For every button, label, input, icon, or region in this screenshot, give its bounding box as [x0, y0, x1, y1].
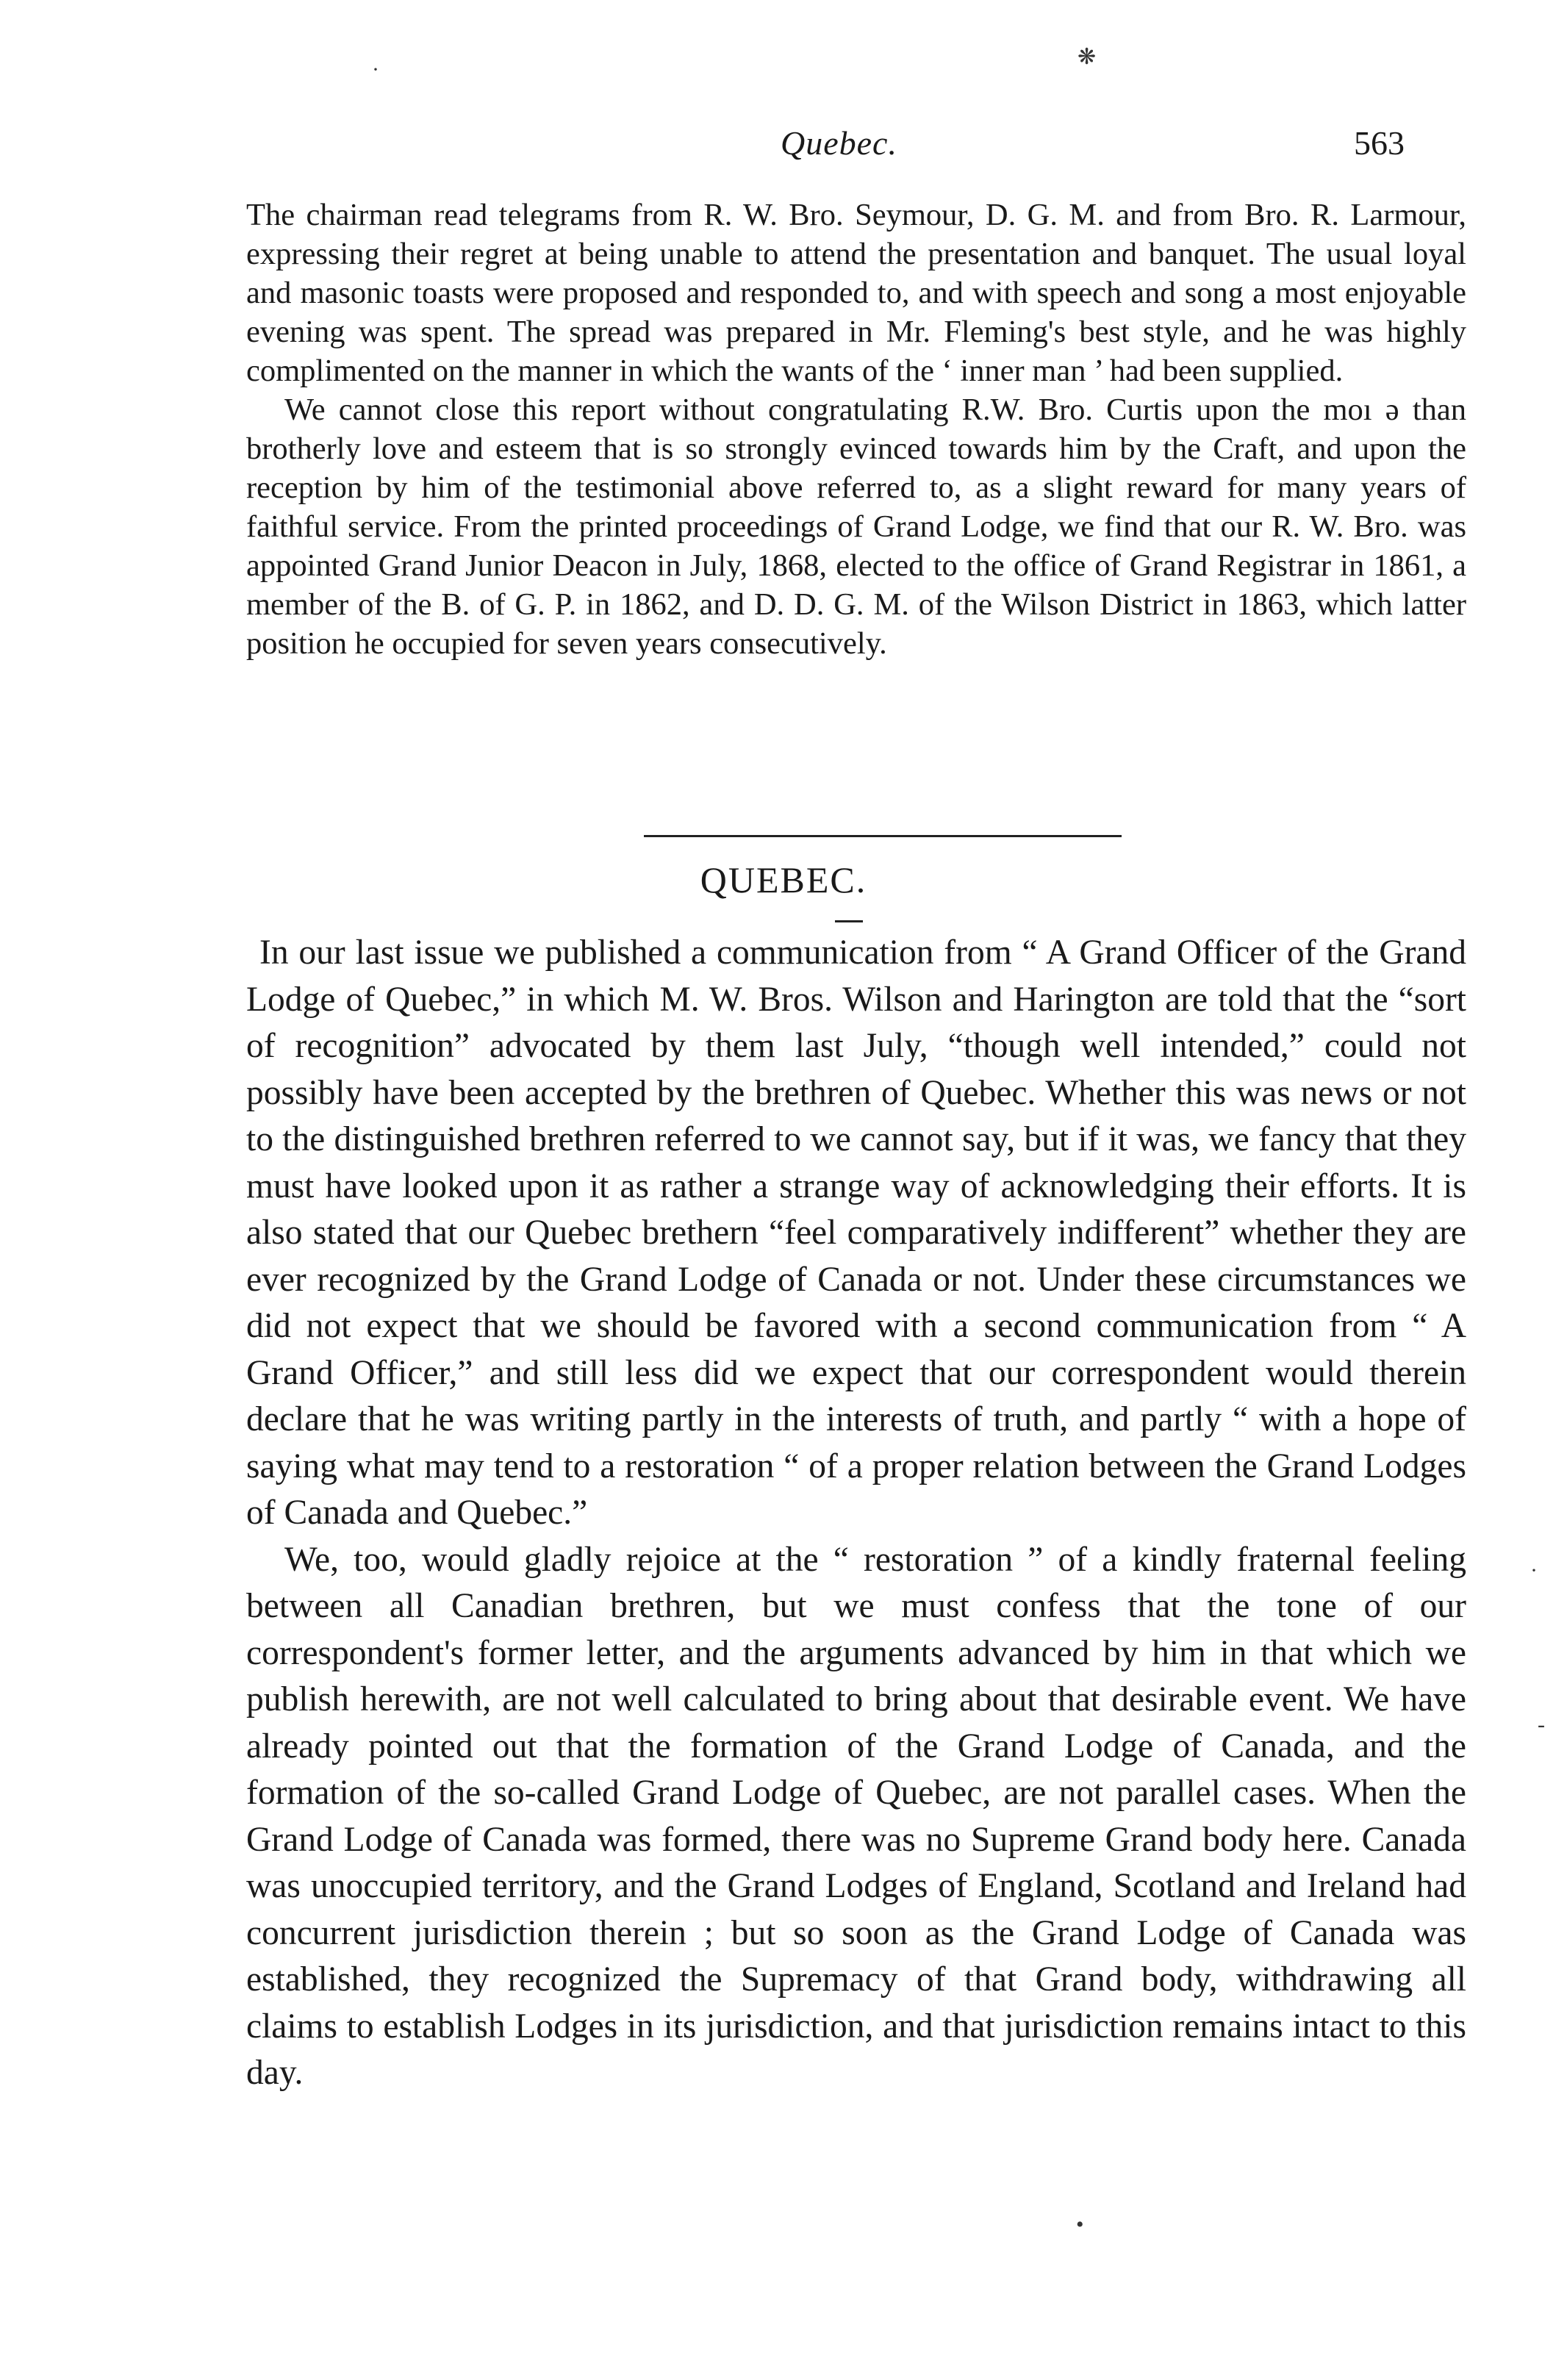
header-speck-mark: ·: [372, 57, 379, 82]
article-paragraph-1: In our last issue we published a communication from “ A Grand Officer of the Grand Lodge of Quebec,” in which M. W. Bros. Wilson and Harington are told that the “sort of recognition” advocated by them last July, “though well intended,” could not possibly have been accepted by the brethren of Quebec. Whether this was news or not to the distinguished brethren referred to we cannot say, but if it was, we fancy that they must have looked upon it as rather a strange way of acknowledging their efforts. It is also stated that our Quebec brethern “feel comparatively indifferent” whether they are ever recognized by the Grand Lodge of Canada or not. Under these circumstances we did not expect that we should be favored with a second communication from “ A Grand Officer,” and still less did we expect that our correspondent would therein declare that he was writing partly in the interests of truth, and partly “ with a hope of saying what may tend to a restoration “ of a proper relation between the Grand Lodges of Canada and Quebec.”: [246, 933, 1466, 1532]
report-paragraph-2: We cannot close this report without congratulating R.W. Bro. Curtis upon the moı ə than brotherly love and esteem that is so strongly evinced towards him by the Craft, and upon the reception by him of the testimonial above referred to, as a slight reward for many years of faithful service. From the printed proceedings of Grand Lodge, we find that our R. W. Bro. was appointed Grand Junior Deacon in July, 1868, elected to the office of Grand Registrar in 1861, a member of the B. of G. P. in 1862, and D. D. G. M. of the Wilson District in 1863, which latter position he occupied for seven years consecutively.: [246, 393, 1466, 661]
margin-speck-mark: ·: [1530, 1558, 1538, 1583]
section-heading: QUEBEC.: [700, 859, 867, 900]
printer-ornament-icon: ❋: [1077, 45, 1097, 69]
report-paragraph-1: The chairman read telegrams from R. W. Bro. Seymour, D. G. M. and from Bro. R. Larmour, expressing their regret at being unable to attend the presentation and banquet. The usual loyal and masonic toasts were proposed and responded to, and with speech and song a most enjoyable evening was spent. The spread was prepared in Mr. Fleming's best style, and he was highly complimented on the manner in which the wants of the ‘ inner man ’ had been supplied.: [246, 198, 1466, 388]
page-number: 563: [1354, 124, 1405, 162]
section-divider-rule: [644, 835, 1122, 837]
running-head: [0, 123, 1567, 175]
footer-speck-mark: •: [1076, 2212, 1084, 2237]
article-paragraph-2: We, too, would gladly rejoice at the “ restoration ” of a kindly fraternal feeling between all Canadian brethren, but we must confess that the tone of our correspondent's former letter, and the arguments advanced by him in that which we publish herewith, are not well calculated to bring about that desirable event. We have already pointed out that the formation of the Grand Lodge of Canada, and the formation of the so-called Grand Lodge of Quebec, are not parallel cases. When the Grand Lodge of Canada was formed, there was no Supreme Grand body here. Canada was unoccupied territory, and the Grand Lodges of England, Scotland and Ireland had concurrent jurisdiction therein ; but so soon as the Grand Lodge of Canada was established, they recognized the Supremacy of that Grand body, withdrawing all claims to establish Lodges in its jurisdiction, and that jurisdiction remains intact to this day.: [246, 1540, 1466, 2092]
running-head-title: Quebec.: [781, 124, 897, 162]
report-continuation: [246, 196, 1466, 663]
quebec-article: [246, 930, 1466, 2097]
heading-dash: [835, 920, 863, 922]
margin-speck-mark: -: [1538, 1713, 1545, 1737]
